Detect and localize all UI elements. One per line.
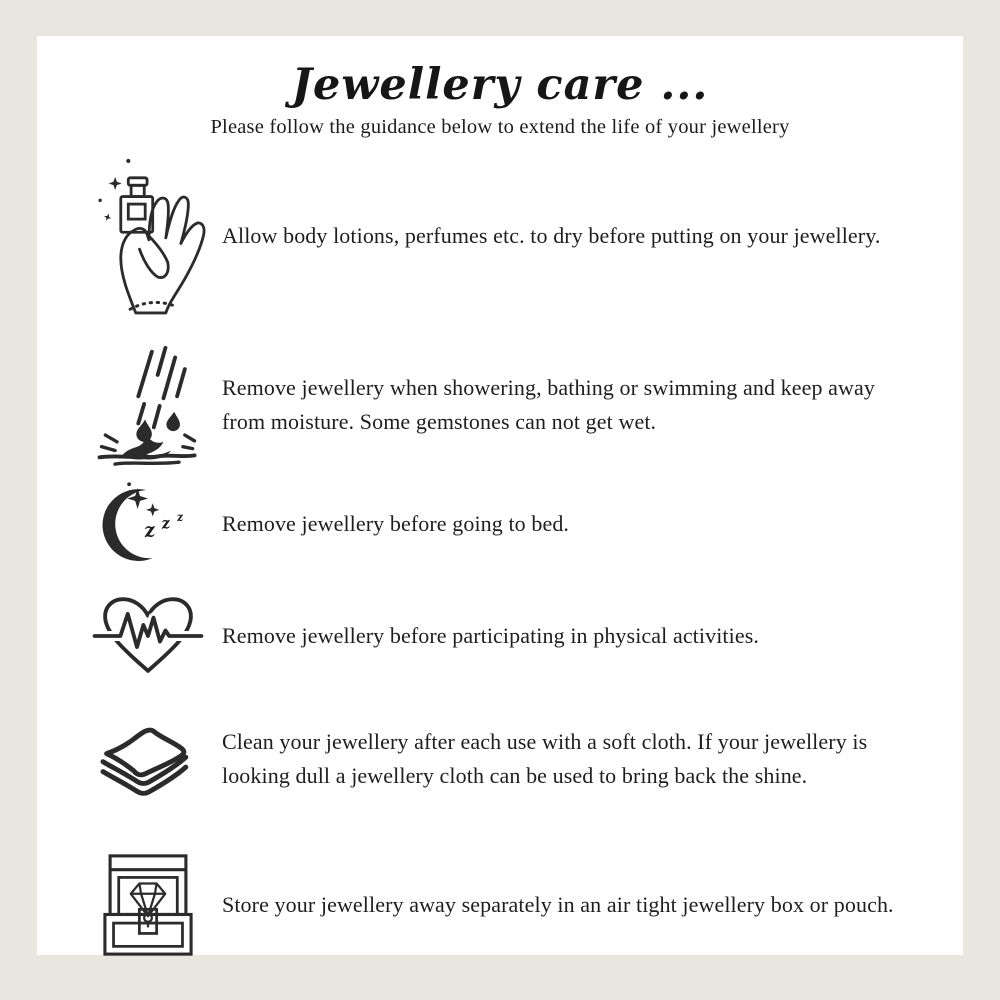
moon-sleep-icon (85, 476, 210, 572)
list-item (37, 475, 963, 573)
jewellery-box-icon (85, 849, 210, 961)
page-subtitle: Please follow the guidance below to extend the life of your jewellery (210, 116, 790, 139)
care-card (37, 36, 963, 955)
list-item (37, 145, 963, 327)
water-splash-icon (85, 342, 210, 468)
care-instruction-text: Remove jewellery when showering, bathing or swimming and keep away from moisture. Some gemstones can not get wet. (222, 374, 875, 435)
list-item (37, 341, 963, 469)
sleep-z: z (159, 513, 171, 533)
care-instruction-text: Allow body lotions, perfumes etc. to dry before putting on your jewellery. (222, 222, 881, 248)
list-item (37, 713, 963, 805)
care-instruction-text: Remove jewellery before participating in physical activities. (222, 622, 759, 648)
sleep-z: z (142, 519, 156, 543)
page-title: Jewellery care ... (291, 60, 709, 110)
soft-cloth-icon (85, 714, 210, 804)
care-instruction-text: Store your jewellery away separately in an air tight jewellery box or pouch. (222, 891, 894, 917)
list-item (37, 849, 963, 961)
care-instructions-list (37, 145, 963, 961)
heartbeat-icon (85, 590, 210, 682)
list-item (37, 595, 963, 677)
perfume-hand-icon (85, 150, 210, 322)
care-instruction-text: Clean your jewellery after each use with a soft cloth. If your jewellery is looking dull a jewellery cloth can be used to bring back the shine. (222, 728, 868, 789)
care-instruction-text: Remove jewellery before going to bed. (222, 510, 570, 536)
sleep-z: z (175, 509, 184, 525)
